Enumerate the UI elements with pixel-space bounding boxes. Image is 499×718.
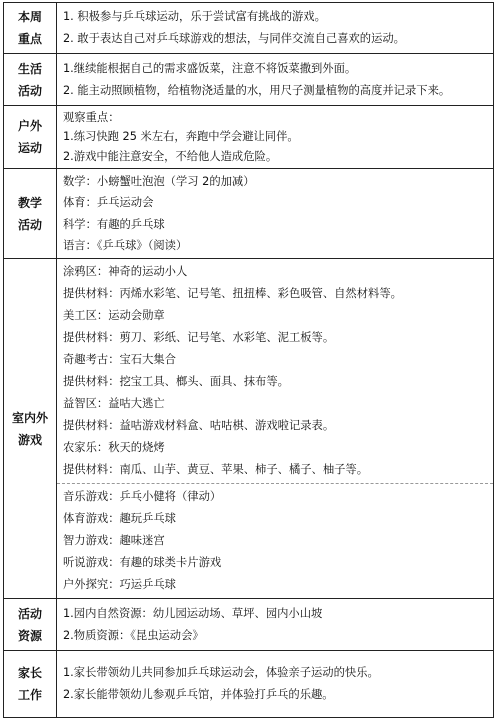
row-life [4,54,494,106]
list-item: 数学：小螃蟹吐泡泡（学习 2的加减） [63,175,255,189]
row-outdoor [4,106,494,169]
list-item: 1.家长带领幼儿共同参加乒乓球运动会，体验亲子运动的快乐。 [63,666,379,680]
content-teaching [57,169,494,259]
list-item: 提供材料：丙烯水彩笔、记号笔、扭扭棒、彩色吸管、自然材料等。 [63,287,402,301]
list-item: 2.家长能带领幼儿参观乒乓馆，并体验打乒乓的乐趣。 [63,688,334,702]
content-resources [57,599,494,651]
label-life [4,54,57,106]
game-list [57,484,493,596]
list-item: 提供材料：挖宝工具、榔头、面具、抹布等。 [63,375,289,389]
list-item: 奇趣考古：宝石大集合 [63,353,176,367]
list-item: 体育游戏：趣玩乒乓球 [63,512,176,526]
content-indoor [57,259,494,599]
label-outdoor [4,106,57,169]
list-item: 体育：乒乓运动会 [63,196,154,210]
list-item: 科学：有趣的乒乓球 [63,217,165,231]
row-indoor [4,259,494,599]
content-parents [57,651,494,718]
list-item: 益智区：益咕大逃亡 [63,397,165,411]
label-line: 教学 [17,195,42,210]
list-item: 观察重点： [63,111,120,124]
label-indoor [4,259,57,599]
label-line: 活动 [17,217,42,232]
label-line: 运动 [17,141,42,156]
label-line: 游戏 [17,432,42,447]
list-item: 音乐游戏：乒乓小健将（律动） [63,490,222,504]
row-week-focus [4,3,494,54]
list-item: 1.园内自然资源：幼儿园运动场、草坪、园内小山坡 [63,606,323,620]
list-item: 美工区：运动会勋章 [63,309,165,323]
list-item: 语言：《乒乓球》（阅读） [63,238,188,252]
list-item: 2. 能主动照顾植物，给植物浇适量的水，用尺子测量植物的高度并记录下来。 [63,83,451,97]
list-item: 2. 敢于表达自己对乒乓球游戏的想法，与同伴交流自己喜欢的运动。 [63,32,405,45]
weekly-plan-table [3,2,494,718]
list-item: 1.继续能根据自己的需求盛饭菜，注意不将饭菜撒到外面。 [63,61,357,75]
label-line: 室内外 [11,410,48,425]
label-line: 资源 [17,628,42,643]
content-week-focus [57,3,494,54]
label-line: 活动 [17,83,42,98]
label-teaching [4,169,57,259]
list-item: 提供材料：南瓜、山芋、黄豆、苹果、柿子、橘子、柚子等。 [63,463,369,477]
label-line: 重点 [17,32,42,46]
label-line: 生活 [17,61,42,76]
label-resources [4,599,57,651]
area-list [57,261,493,484]
label-line: 户外 [17,119,42,134]
list-item: 听说游戏：有趣的球类卡片游戏 [63,556,222,570]
content-life [57,54,494,106]
label-parents [4,651,57,718]
label-week-focus [4,3,57,54]
list-item: 农家乐：秋天的烧烤 [63,441,165,455]
row-parents [4,651,494,718]
list-item: 智力游戏：趣味迷宫 [63,534,165,548]
label-line: 活动 [17,606,42,621]
label-line: 家长 [17,666,42,681]
label-line: 本周 [17,10,42,24]
row-teaching [4,169,494,259]
list-item: 2.物质资源：《昆虫运动会》 [63,628,204,642]
list-item: 1.练习快跑 25 米左右，奔跑中学会避让同伴。 [63,130,299,144]
list-item: 涂鸦区：神奇的运动小人 [63,265,188,279]
list-item: 2.游戏中能注意安全，不给他人造成危险。 [63,149,278,163]
content-outdoor [57,106,494,169]
list-item: 提供材料：剪刀、彩纸、记号笔、水彩笔、泥工板等。 [63,331,335,345]
list-item: 1. 积极参与乒乓球运动，乐于尝试富有挑战的游戏。 [63,10,326,23]
row-resources [4,599,494,651]
label-line: 工作 [17,688,42,703]
list-item: 提供材料：益咕游戏材料盒、咕咕棋、游戏啦记录表。 [63,419,335,433]
list-item: 户外探究：巧运乒乓球 [63,578,176,592]
